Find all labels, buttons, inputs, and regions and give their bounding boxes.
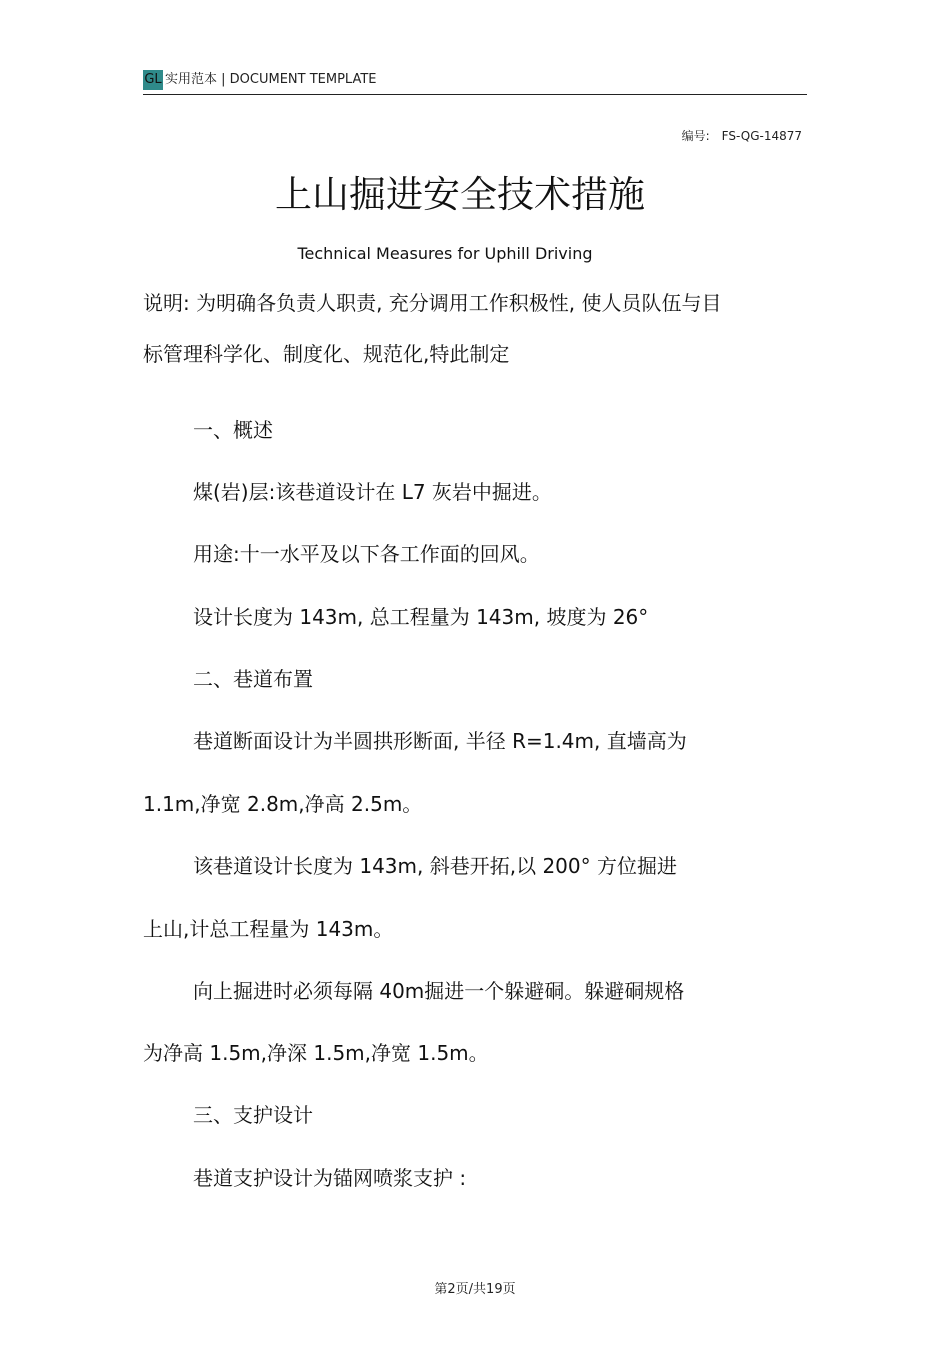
page-header	[143, 70, 807, 95]
section-heading-support: 三、支护设计	[193, 1103, 313, 1127]
header-text: 实用范本 | DOCUMENT TEMPLATE	[165, 72, 377, 87]
document-subtitle: Technical Measures for Uphill Driving	[297, 244, 593, 263]
body-line: 用途:十一水平及以下各工作面的回风。	[193, 542, 540, 566]
section-heading-layout: 二、巷道布置	[193, 667, 313, 691]
document-number-label: 编号:	[681, 129, 710, 143]
body-line: 巷道支护设计为锚网喷浆支护 :	[193, 1166, 467, 1190]
body-line: 为净高 1.5m,净深 1.5m,净宽 1.5m。	[143, 1041, 489, 1065]
body-line: 该巷道设计长度为 143m, 斜巷开拓,以 200° 方位掘进	[193, 854, 677, 878]
body-line: 设计长度为 143m, 总工程量为 143m, 坡度为 26°	[193, 605, 649, 629]
document-number	[682, 127, 802, 144]
logo: GL	[143, 70, 163, 90]
section-heading-overview: 一、概述	[193, 418, 273, 442]
body-line: 上山,计总工程量为 143m。	[143, 917, 394, 941]
document-number-value: FS-QG-14877	[721, 129, 802, 143]
body-line: 巷道断面设计为半圆拱形断面, 半径 R=1.4m, 直墙高为	[193, 729, 687, 753]
document-title: 上山掘进安全技术措施	[275, 173, 645, 216]
body-line: 向上掘进时必须每隔 40m掘进一个躲避硐。躲避硐规格	[193, 979, 685, 1003]
intro-line-2: 标管理科学化、制度化、规范化,特此制定	[143, 342, 510, 366]
page-footer: 第2页/共19页	[434, 1282, 516, 1297]
body-line: 煤(岩)层:该巷道设计在 L7 灰岩中掘进。	[193, 480, 552, 504]
intro-line-1: 说明: 为明确各负责人职责, 充分调用工作积极性, 使人员队伍与目	[143, 291, 722, 315]
body-line: 1.1m,净宽 2.8m,净高 2.5m。	[143, 792, 423, 816]
